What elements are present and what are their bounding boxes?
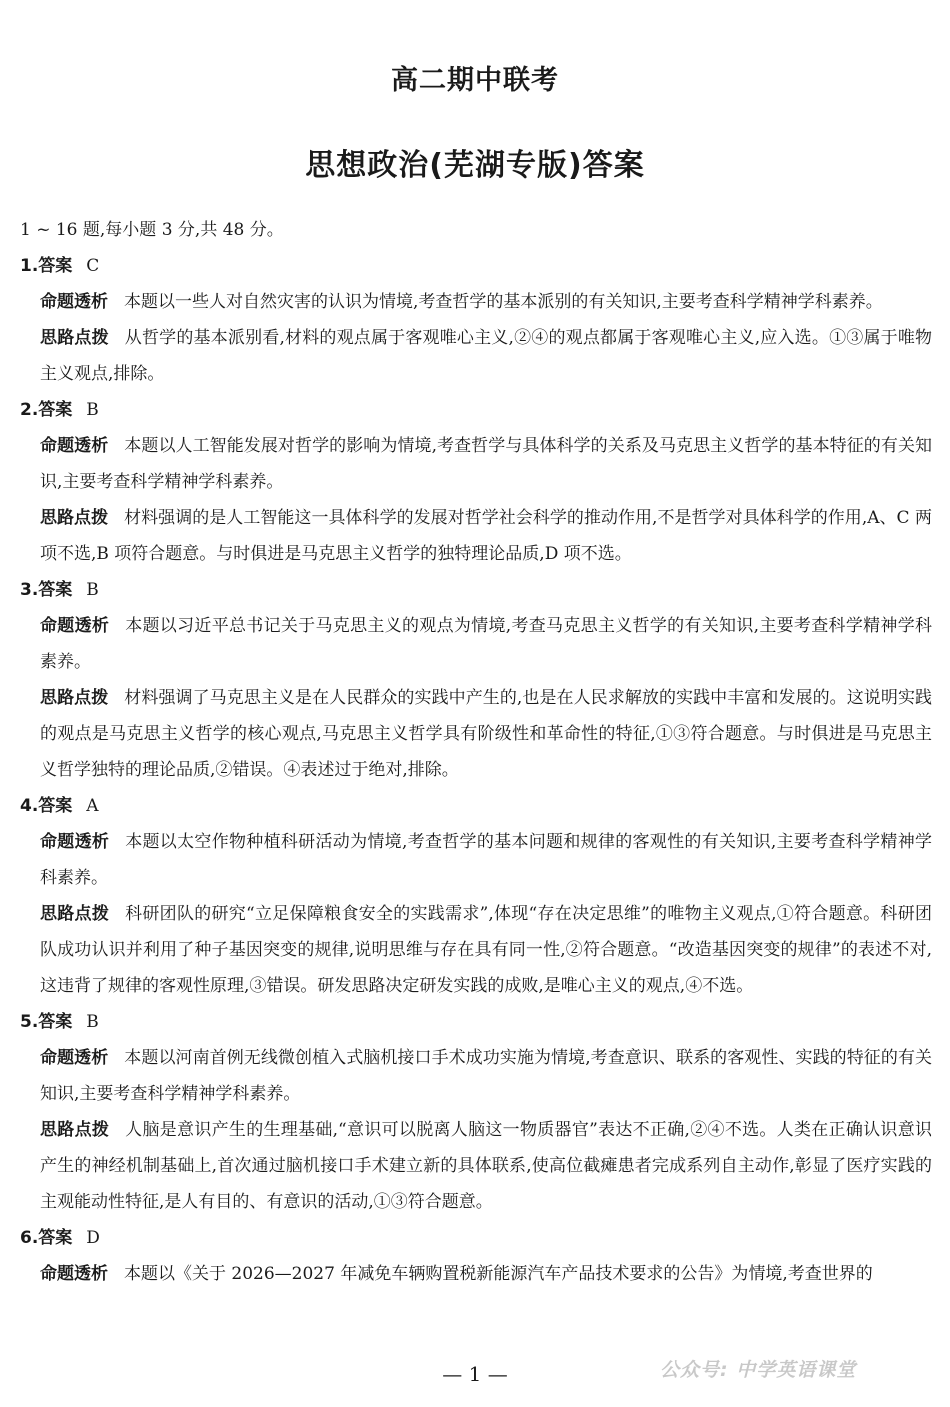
watermark: 公众号: 中学英语课堂 — [660, 1359, 857, 1381]
question-list — [20, 248, 932, 1292]
hint-text: 人脑是意识产生的生理基础,“意识可以脱离人脑这一物质器官”表达不正确,②④不选。人类在正确认识意识产生的神经机制基础上,首次通过脑机接口手术建立新的具体联系,使高位截瘫患者完成系列自主动作,彰显了医疗实践的主观能动性特征,是人有目的、有意识的活动,①③符合题意。 — [40, 1120, 933, 1212]
hint-label: 思路点拨 — [40, 1120, 110, 1140]
question-number: 6. — [20, 1228, 39, 1248]
analysis-label: 命题透析 — [40, 832, 110, 852]
analysis-paragraph — [40, 1256, 932, 1292]
answer-label: 答案 — [38, 796, 73, 816]
question-number: 5. — [20, 1012, 39, 1032]
analysis-text: 本题以一些人对自然灾害的认识为情境,考查哲学的基本派别的有关知识,主要考查科学精神学科素养。 — [124, 292, 883, 312]
answer-choice: B — [86, 400, 99, 420]
answer-choice: D — [86, 1228, 100, 1248]
analysis-paragraph — [40, 284, 932, 320]
hint-label: 思路点拨 — [40, 688, 109, 708]
analysis-paragraph — [40, 824, 932, 896]
analysis-text: 本题以习近平总书记关于马克思主义的观点为情境,考查马克思主义哲学的有关知识,主要考查科学精神学科素养。 — [40, 616, 933, 672]
hint-paragraph — [40, 1112, 932, 1220]
answer-choice: B — [86, 580, 99, 600]
analysis-text: 本题以《关于 2026—2027 年减免车辆购置税新能源汽车产品技术要求的公告》为情境,考查世界的 — [124, 1264, 873, 1284]
answer-label: 答案 — [38, 256, 73, 276]
analysis-paragraph — [40, 428, 932, 500]
hint-paragraph — [40, 680, 932, 788]
question-number: 4. — [20, 796, 39, 816]
hint-paragraph — [40, 320, 932, 392]
answer-line — [20, 248, 932, 284]
hint-paragraph — [40, 500, 932, 572]
question-number: 3. — [20, 580, 39, 600]
intro-text: 1 ~ 16 题,每小题 3 分,共 48 分。 — [20, 220, 284, 240]
hint-paragraph — [40, 896, 932, 1004]
analysis-text: 本题以河南首例无线微创植入式脑机接口手术成功实施为情境,考查意识、联系的客观性、实践的特征的有关知识,主要考查科学精神学科素养。 — [40, 1048, 933, 1104]
question-block — [20, 572, 932, 788]
question-number: 1. — [20, 256, 39, 276]
page-subtitle: 思想政治(芜湖专版)答案 — [305, 148, 645, 183]
answer-label: 答案 — [38, 400, 73, 420]
answer-label: 答案 — [38, 1228, 73, 1248]
analysis-label: 命题透析 — [40, 292, 108, 312]
question-block — [20, 1220, 932, 1292]
answer-line — [20, 572, 932, 608]
analysis-label: 命题透析 — [40, 436, 109, 456]
hint-label: 思路点拨 — [40, 904, 110, 924]
question-number: 2. — [20, 400, 39, 420]
question-block — [20, 248, 932, 392]
answer-line — [20, 788, 932, 824]
answer-line — [20, 392, 932, 428]
question-block — [20, 1004, 932, 1220]
analysis-paragraph — [40, 1040, 932, 1112]
analysis-label: 命题透析 — [40, 616, 110, 636]
answer-content — [20, 212, 932, 1292]
hint-label: 思路点拨 — [40, 508, 109, 528]
analysis-label: 命题透析 — [40, 1264, 108, 1284]
hint-text: 从哲学的基本派别看,材料的观点属于客观唯心主义,②④的观点都属于客观唯心主义,应入选。①③属于唯物主义观点,排除。 — [40, 328, 933, 384]
page-title: 高二期中联考 — [391, 65, 559, 96]
analysis-label: 命题透析 — [40, 1048, 109, 1068]
answer-line — [20, 1220, 932, 1256]
page-number: — 1 — — [442, 1362, 508, 1386]
question-block — [20, 392, 932, 572]
hint-label: 思路点拨 — [40, 328, 109, 348]
hint-text: 材料强调的是人工智能这一具体科学的发展对哲学社会科学的推动作用,不是哲学对具体科学的作用,A、C 两项不选,B 项符合题意。与时俱进是马克思主义哲学的独特理论品质,D 项不选。 — [40, 508, 933, 564]
answer-choice: C — [86, 256, 100, 276]
analysis-paragraph — [40, 608, 932, 680]
answer-label: 答案 — [38, 1012, 73, 1032]
answer-choice: B — [86, 1012, 99, 1032]
hint-text: 科研团队的研究“立足保障粮食安全的实践需求”,体现“存在决定思维”的唯物主义观点,①符合题意。科研团队成功认识并利用了种子基因突变的规律,说明思维与存在具有同一性,②符合题意。“改造基因突变的规律”的表述不对,这违背了规律的客观性原理,③错误。研发思路决定研发实践的成败,是唯心主义的观点,④不选。 — [40, 904, 932, 996]
question-block — [20, 788, 932, 1004]
answer-label: 答案 — [38, 580, 73, 600]
answer-line — [20, 1004, 932, 1040]
analysis-text: 本题以人工智能发展对哲学的影响为情境,考查哲学与具体科学的关系及马克思主义哲学的基本特征的有关知识,主要考查科学精神学科素养。 — [40, 436, 933, 492]
hint-text: 材料强调了马克思主义是在人民群众的实践中产生的,也是在人民求解放的实践中丰富和发展的。这说明实践的观点是马克思主义哲学的核心观点,马克思主义哲学具有阶级性和革命性的特征,①③符合题意。与时俱进是马克思主义哲学独特的理论品质,②错误。④表述过于绝对,排除。 — [40, 688, 933, 780]
analysis-text: 本题以太空作物种植科研活动为情境,考查哲学的基本问题和规律的客观性的有关知识,主要考查科学精神学科素养。 — [40, 832, 933, 888]
answer-choice: A — [86, 796, 99, 816]
